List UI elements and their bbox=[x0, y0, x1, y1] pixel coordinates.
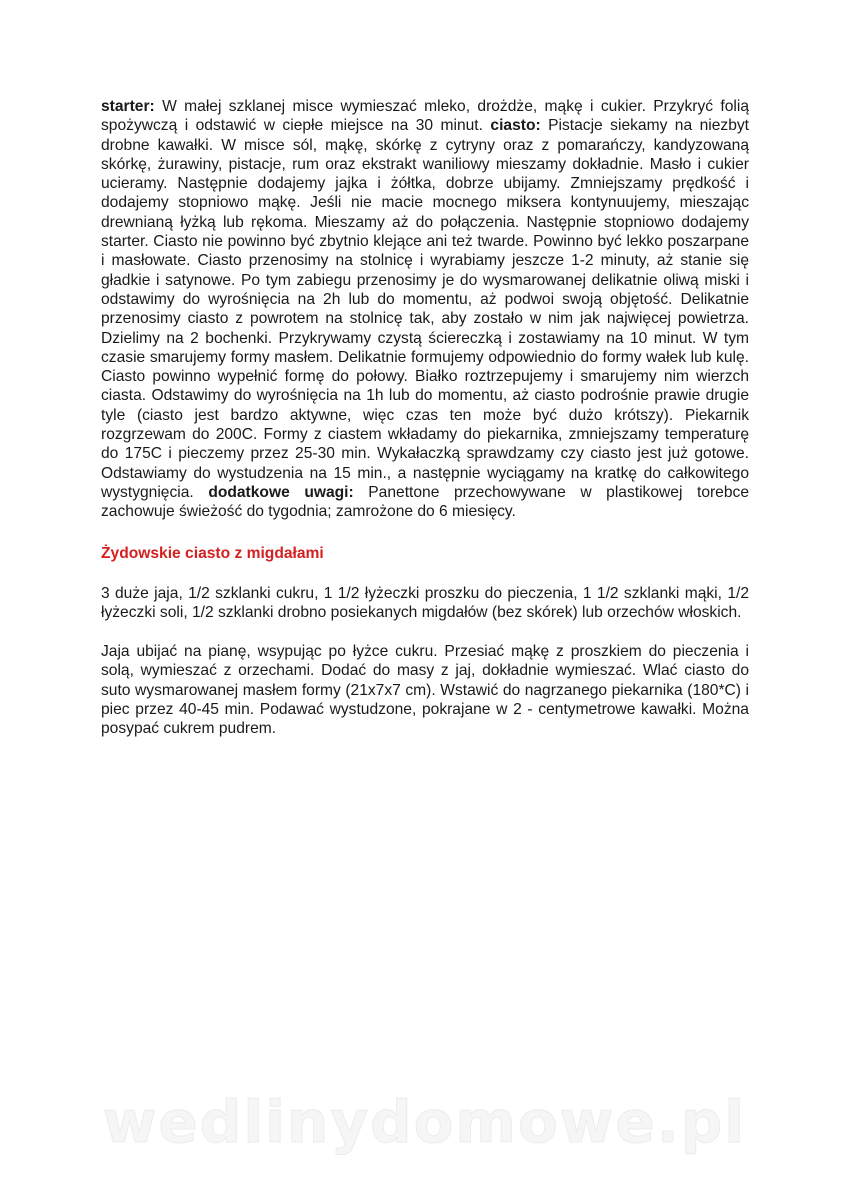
recipe-title: Żydowskie ciasto z migdałami bbox=[101, 544, 324, 562]
document-page bbox=[101, 97, 749, 739]
uwagi-label: dodatkowe uwagi: bbox=[208, 483, 354, 501]
recipe-method: Jaja ubijać na pianę, wsypując po łyżce cukru. Przesiać mąkę z proszkiem do pieczenia i solą, wymieszać z orzechami. Dodać do masy z jaj, dokładnie wymieszać. Wlać ciasto do suto wysmarowanej masłem formy (21x7x7 cm). Wstawić do nagrzanego piekarnika (180*C) i piec przez 40-45 min. Podawać wystudzone, pokrajane w 2 - centymetrowe kawałki. Można posypać cukrem pudrem. bbox=[101, 643, 749, 738]
starter-label: starter: bbox=[101, 98, 155, 115]
uwagi-text: Panettone przechowywane w plastikowej torebce zachowuje świeżość do tygodnia; zamrożone do 6 miesięcy. bbox=[101, 483, 749, 521]
starter-text: W małej szklanej misce wymieszać mleko, drożdże, mąkę i cukier. Przykryć folią spożywczą i odstawić w ciepłe miejsce na 30 minut. bbox=[101, 98, 749, 135]
watermark: wedlinydomowe.pl bbox=[102, 1088, 747, 1156]
ciasto-text: Pistacje siekamy na niezbyt drobne kawałki. W misce sól, mąkę, skórkę z cytryny oraz z pomarańczy, kandyzowaną skórkę, żurawiny, pistacje, rum oraz ekstrakt waniliowy mieszamy dokładnie. Masło i cukier ucieramy. Następnie dodajemy jajka i żółtka, dobrze ubijamy. Zmniejszamy prędkość i dodajemy stopniowo mąkę. Jeśli nie macie mocnego miksera kontynuujemy, mieszając drewnianą łyżką lub rękoma. Mieszamy aż do połączenia. Następnie stopniowo dodajemy starter. Ciasto nie powinno być zbytnio klejące ani też twarde. Powinno być lekko poszarpane i masłowate. Ciasto przenosimy na stolnicę i wyrabiamy jeszcze 1-2 minuty, aż stanie się gładkie i satynowe. Po tym zabiegu przenosimy je do wysmarowanej delikatnie oliwą miski i odstawimy do wyrośnięcia na 2h lub do momentu, aż podwoi swoją objętość. Delikatnie przenosimy ciasto z powrotem na stolnicę tak, aby zostało w nim jak najwięcej powietrza. Dzielimy na 2 bochenki. Przykrywamy czystą ściereczką i zostawiamy na 10 minut. W tym czasie smarujemy formy masłem. Delikatnie formujemy odpowiednio do formy wałek lub kulę. Ciasto powinno wypełnić formę do połowy. Białko roztrzepujemy i smarujemy nim wierzch ciasta. Odstawimy do wyrośnięcia na 1h lub do momentu, aż ciasto podrośnie prawie drugie tyle (ciasto jest bardzo aktywne, więc czas ten może być dużo krótszy). Piekarnik rozgrzewam do 200C. Formy z ciastem wkładamy do piekarnika, zmniejszamy temperaturę do 175C i pieczemy przez 25-30 min. Wykałaczką sprawdzamy czy ciasto jest już gotowe. Odstawiamy do wystudzenia na 15 min., a następnie wyciągamy na kratkę do całkowitego wystygnięcia. bbox=[101, 117, 750, 501]
ciasto-label: ciasto: bbox=[490, 117, 541, 135]
recipe-ingredients: 3 duże jaja, 1/2 szklanki cukru, 1 1/2 łyżeczki proszku do pieczenia, 1 1/2 szklanki mąki, 1/2 łyżeczki soli, 1/2 szklanki drobno posiekanych migdałów (bez skórek) lub orzechów włoskich. bbox=[101, 584, 749, 621]
panettone-instructions bbox=[101, 97, 749, 522]
